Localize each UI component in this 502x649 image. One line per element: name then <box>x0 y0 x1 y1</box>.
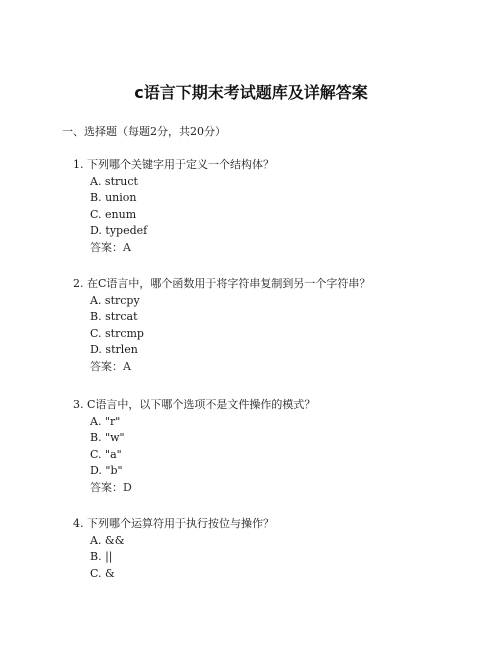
option-d: D. strlen <box>90 343 138 356</box>
question-stem: 3. C语言中，以下哪个选项不是文件操作的模式？ <box>73 398 316 411</box>
option-a: A. strcpy <box>90 293 140 307</box>
answer-line: 答案：D <box>90 480 132 494</box>
option-c: C. & <box>90 566 115 580</box>
option-b: B. "w" <box>90 431 125 444</box>
document-title: c语言下期末考试题库及详解答案 <box>134 83 368 102</box>
question-stem: 2. 在C语言中，哪个函数用于将字符串复制到另一个字符串？ <box>73 277 371 290</box>
option-b: B. union <box>90 191 137 204</box>
option-c: C. strcmp <box>90 326 144 340</box>
option-d: D. "b" <box>90 464 123 477</box>
question-3 <box>73 397 315 496</box>
section-heading: 一、选择题（每题2分，共20分） <box>62 125 226 138</box>
option-b: B. || <box>90 550 113 563</box>
option-c: C. "a" <box>90 447 122 461</box>
answer-line: 答案：A <box>90 359 131 373</box>
option-c: C. enum <box>90 207 137 221</box>
answer-line: 答案：A <box>90 240 131 254</box>
option-b: B. strcat <box>90 310 138 323</box>
question-1 <box>73 157 274 256</box>
question-2 <box>73 276 370 375</box>
option-a: A. "r" <box>90 414 121 428</box>
option-a: A. && <box>90 533 125 547</box>
question-4 <box>73 516 274 582</box>
question-stem: 4. 下列哪个运算符用于执行按位与操作？ <box>73 517 274 530</box>
option-a: A. struct <box>90 174 138 188</box>
question-stem: 1. 下列哪个关键字用于定义一个结构体？ <box>73 158 274 171</box>
option-d: D. typedef <box>90 224 148 237</box>
